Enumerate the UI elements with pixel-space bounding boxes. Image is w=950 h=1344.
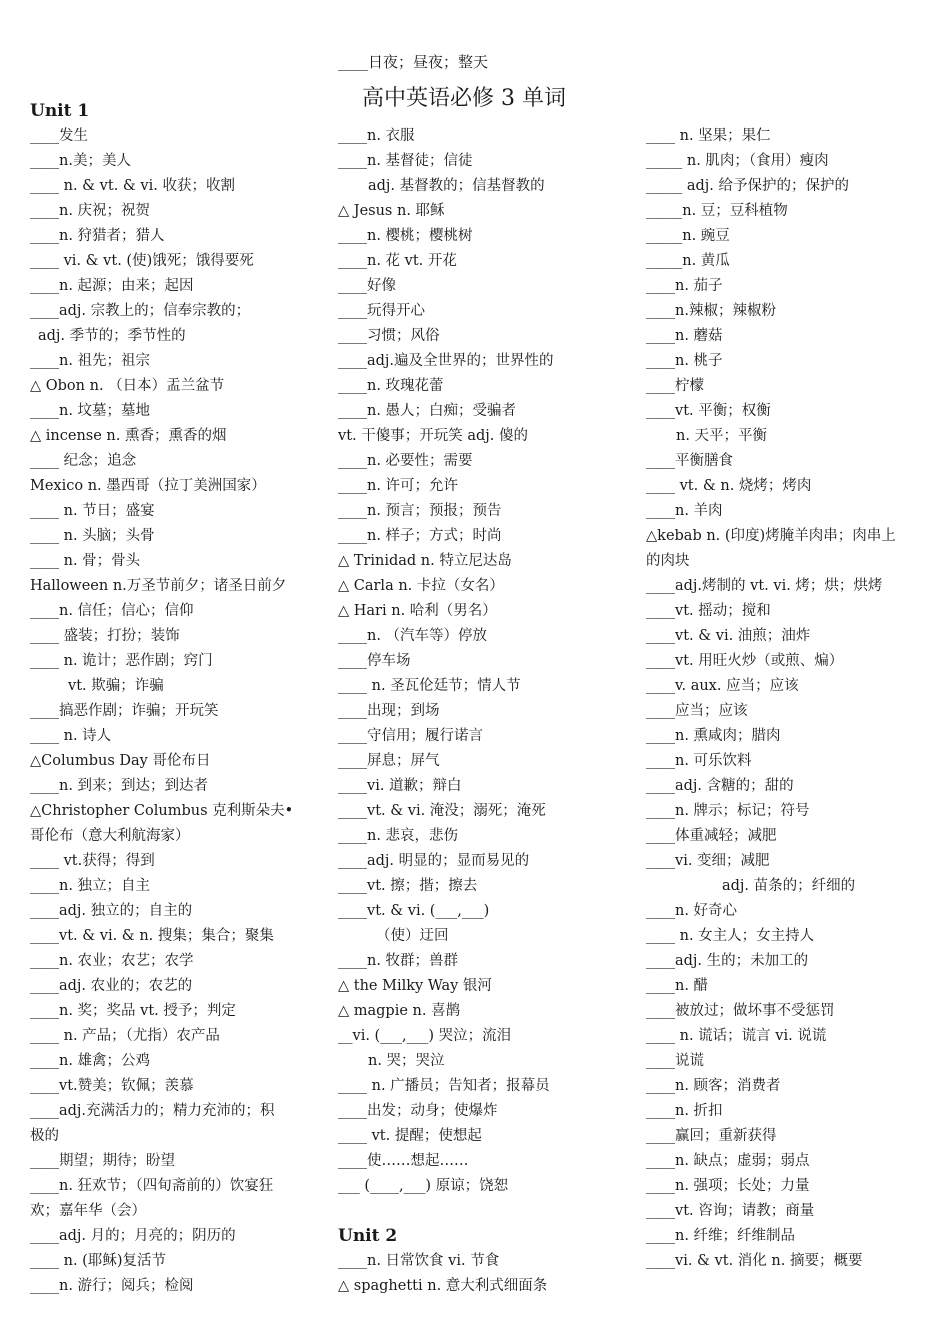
- vocab-line: ____n. 醋: [646, 978, 709, 994]
- vocab-line: △Christopher Columbus 克利斯朵夫•: [30, 803, 294, 819]
- vocab-line: ____vt. & vi. 油煎；油炸: [646, 628, 811, 644]
- vocab-line: △ Trinidad n. 特立尼达岛: [338, 553, 512, 569]
- vocab-line: ____vt. 平衡；权衡: [646, 403, 771, 419]
- vocab-line: △Columbus Day 哥伦布日: [30, 753, 211, 769]
- vocab-line: ____ n. 诡计；恶作剧；窍门: [30, 653, 213, 669]
- vocab-line: ____ n. 骨；骨头: [30, 553, 141, 569]
- vocab-line: ____n. 庆祝；祝贺: [30, 203, 151, 219]
- vocab-line: ____好像: [338, 278, 396, 294]
- vocab-line: ____n. 奖；奖品 vt. 授予；判定: [30, 1003, 236, 1019]
- vocab-line: ____vi. 变细；减肥: [646, 853, 770, 869]
- vocab-line: ____应当；应该: [646, 703, 748, 719]
- vocab-line: ____n. 可乐饮料: [646, 753, 752, 769]
- vocab-line: adj. 苗条的；纤细的: [722, 878, 856, 894]
- vocab-line: ____n. 独立；自主: [30, 878, 151, 894]
- vocab-line: _____n. 黄瓜: [646, 253, 730, 269]
- vocab-line: ____ n. 诗人: [30, 728, 112, 744]
- vocab-line: ____n. 牌示；标记；符号: [646, 803, 810, 819]
- vocab-line: ____ n. 头脑；头骨: [30, 528, 155, 544]
- vocab-line: _____ n. 肌肉；（食用）瘦肉: [646, 153, 829, 169]
- vocab-line: ____n. 茄子: [646, 278, 723, 294]
- vocab-line: ____n. 玫瑰花蕾: [338, 378, 444, 394]
- vocab-line: ____ vt. & n. 烧烤；烤肉: [646, 478, 812, 494]
- vocab-line: 欢；嘉年华（会）: [30, 1203, 146, 1219]
- vocab-line: ____vt.赞美；钦佩；羡慕: [30, 1078, 194, 1094]
- vocab-line: adj. 基督教的；信基督教的: [368, 178, 545, 194]
- vocab-line: ____n. 信任；信心；信仰: [30, 603, 194, 619]
- vocab-line: [338, 1199, 628, 1224]
- vocab-column-1: [30, 99, 310, 1299]
- vocab-line: ____n. 必要性；需要: [338, 453, 473, 469]
- vocab-line: ____n. 羊肉: [646, 503, 723, 519]
- vocab-line: ____n. 到来；到达；到达者: [30, 778, 209, 794]
- vocab-line: ____n. 基督徒；信徒: [338, 153, 473, 169]
- vocab-line: ____搞恶作剧；诈骗；开玩笑: [30, 703, 219, 719]
- vocab-line: ____n. 愚人；白痴；受骗者: [338, 403, 517, 419]
- vocab-line: ____adj.烤制的 vt. vi. 烤；烘；烘烤: [646, 578, 883, 594]
- vocab-line: ____被放过；做坏事不受惩罚: [646, 1003, 835, 1019]
- unit-heading: Unit 1: [30, 101, 90, 121]
- vocab-line: ____adj.充满活力的；精力充沛的；积: [30, 1103, 275, 1119]
- vocab-line: △ the Milky Way 银河: [338, 978, 492, 994]
- vocab-line: ____柠檬: [646, 378, 704, 394]
- vocab-line: ____守信用；履行诺言: [338, 728, 483, 744]
- vocab-line: △ Jesus n. 耶稣: [338, 203, 445, 219]
- vocab-line: ____ n. 谎话；谎言 vi. 说谎: [646, 1028, 827, 1044]
- vocab-line: ____ n. 节日；盛宴: [30, 503, 155, 519]
- vocab-line: 的肉块: [646, 553, 690, 569]
- vocab-line: ____adj. 宗教上的；信奉宗教的；: [30, 303, 251, 319]
- vocab-line: ____ n. & vt. & vi. 收获；收割: [30, 178, 235, 194]
- vocab-line: ____vt. 擦；揩；擦去: [338, 878, 478, 894]
- vocab-line: △ spaghetti n. 意大利式细面条: [338, 1278, 548, 1294]
- vocab-line: ____n. 花 vt. 开花: [338, 253, 457, 269]
- vocab-line: ____n. 狩猎者；猎人: [30, 228, 165, 244]
- vocab-line: ____ 纪念；追念: [30, 453, 137, 469]
- vocab-line: ____ vt. 提醒；使想起: [338, 1128, 482, 1144]
- vocab-line: ____n.辣椒；辣椒粉: [646, 303, 776, 319]
- vocab-line: ____vt. 摇动；搅和: [646, 603, 771, 619]
- vocab-line: ____n. 样子；方式；时尚: [338, 528, 502, 544]
- vocab-line: ____使……想起……: [338, 1153, 469, 1169]
- vocab-line: ____n. 蘑菇: [646, 328, 723, 344]
- vocab-line: vt. 干傻事；开玩笑 adj. 傻的: [338, 428, 528, 444]
- vocab-line: ____ n. (耶稣)复活节: [30, 1253, 166, 1269]
- vocab-line: n. 天平；平衡: [676, 428, 768, 444]
- vocab-line: ____n. 游行；阅兵；检阅: [30, 1278, 194, 1294]
- vocab-line: ____发生: [30, 128, 88, 144]
- vocab-line: ____v. aux. 应当；应该: [646, 678, 799, 694]
- vocab-line: ____n. 起源；由来；起因: [30, 278, 194, 294]
- vocab-line: n. 哭；哭泣: [368, 1053, 445, 1069]
- vocab-line: 哥伦布（意大利航海家）: [30, 828, 190, 844]
- vocab-line: ___ (____,___) 原谅；饶恕: [338, 1178, 509, 1194]
- vocab-line: ____玩得开心: [338, 303, 425, 319]
- vocab-line: ____vt. & vi. 淹没；溺死；淹死: [338, 803, 546, 819]
- vocab-line: ____vt. & vi. & n. 搜集；集合；聚集: [30, 928, 274, 944]
- vocab-line: ____ vt.获得；得到: [30, 853, 155, 869]
- vocab-line: ____说谎: [646, 1053, 704, 1069]
- vocab-line: ____vi. & vt. 消化 n. 摘要；概要: [646, 1253, 863, 1269]
- vocab-line: ____n. 折扣: [646, 1103, 723, 1119]
- vocab-line: __vi. (___,___) 哭泣；流泪: [338, 1028, 512, 1044]
- vocab-line: ____n. 好奇心: [646, 903, 738, 919]
- vocab-line: ____n. 纤维；纤维制品: [646, 1228, 796, 1244]
- unit-heading: Unit 2: [338, 1226, 398, 1246]
- vocab-line: ____停车场: [338, 653, 411, 669]
- vocab-line: ____ n. 圣瓦伦廷节；情人节: [338, 678, 521, 694]
- vocab-line: ____vi. 道歉；辩白: [338, 778, 462, 794]
- vocab-line: ____n.美；美人: [30, 153, 131, 169]
- vocab-line: ____n. 衣服: [338, 128, 415, 144]
- vocab-line: ____n. （汽车等）停放: [338, 628, 488, 644]
- vocab-line: ____adj. 农业的；农艺的: [30, 978, 193, 994]
- vocab-line: ____n. 悲哀，悲伤: [338, 828, 459, 844]
- document-title: 高中英语必修 3 单词: [362, 86, 566, 111]
- vocab-line: ____ n. 坚果；果仁: [646, 128, 771, 144]
- vocab-line: ____n. 祖先；祖宗: [30, 353, 151, 369]
- vocab-line: _____n. 豆；豆科植物: [646, 203, 788, 219]
- vocab-line: vt. 欺骗；诈骗: [68, 678, 164, 694]
- vocab-line: △ Carla n. 卡拉（女名）: [338, 578, 504, 594]
- vocab-line: △ Obon n. （日本）盂兰盆节: [30, 378, 225, 394]
- vocab-line: Halloween n.万圣节前夕；诸圣日前夕: [30, 578, 287, 594]
- vocab-line: ____n. 许可；允许: [338, 478, 459, 494]
- vocab-line: ____n. 狂欢节；（四旬斋前的）饮宴狂: [30, 1178, 274, 1194]
- vocab-line: ____习惯；风俗: [338, 328, 440, 344]
- vocab-line: ____n. 日常饮食 vi. 节食: [338, 1253, 500, 1269]
- vocab-line: adj. 季节的；季节性的: [38, 328, 186, 344]
- vocab-line: ____n. 农业；农艺；农学: [30, 953, 194, 969]
- vocab-line: △kebab n. (印度)烤腌羊肉串；肉串上: [646, 528, 896, 544]
- vocab-line: ____n. 熏咸肉；腊肉: [646, 728, 781, 744]
- vocab-line: _____ adj. 给予保护的；保护的: [646, 178, 849, 194]
- vocab-line: ____平衡膳食: [646, 453, 733, 469]
- vocab-line: ____n. 雄禽；公鸡: [30, 1053, 151, 1069]
- vocab-line: △ incense n. 熏香；熏香的烟: [30, 428, 227, 444]
- vocab-line: Mexico n. 墨西哥（拉丁美洲国家）: [30, 478, 266, 494]
- vocab-line: ____n. 坟墓；墓地: [30, 403, 151, 419]
- vocab-line: ____adj. 含糖的；甜的: [646, 778, 794, 794]
- vocab-line: ____vt. 用旺火炒（或煎、煸）: [646, 653, 844, 669]
- vocab-line: ____ vi. & vt. (使)饿死；饿得要死: [30, 253, 254, 269]
- vocab-line: ____期望；期待；盼望: [30, 1153, 175, 1169]
- vocab-line: △ Hari n. 哈利（男名）: [338, 603, 497, 619]
- vocab-line: ____出发；动身；使爆炸: [338, 1103, 498, 1119]
- vocab-line: ____ n. 产品；（尤指）农产品: [30, 1028, 220, 1044]
- vocab-line: ____n. 缺点；虚弱；弱点: [646, 1153, 810, 1169]
- vocab-line: ____n. 樱桃；樱桃树: [338, 228, 473, 244]
- vocab-line: ____体重减轻；减肥: [646, 828, 777, 844]
- vocab-line: ____adj. 独立的；自主的: [30, 903, 193, 919]
- vocab-line: ____ n. 女主人；女主持人: [646, 928, 815, 944]
- vocab-line: ____vt. & vi. (___,___): [338, 903, 490, 919]
- vocab-line: ____adj. 生的；未加工的: [646, 953, 809, 969]
- vocab-line: _____n. 豌豆: [646, 228, 730, 244]
- vocab-line: ____出现；到场: [338, 703, 440, 719]
- vocab-line: （使）迂回: [376, 928, 449, 944]
- vocab-line: ____vt. 咨询；请教；商量: [646, 1203, 815, 1219]
- vocab-line: ____ 盛装；打扮；装饰: [30, 628, 180, 644]
- vocab-line: ____n. 顾客；消费者: [646, 1078, 781, 1094]
- vocab-line: ____n. 预言；预报；预告: [338, 503, 502, 519]
- vocab-column-3: [646, 124, 928, 1274]
- vocab-line: ____屏息；屏气: [338, 753, 440, 769]
- vocab-line: ____n. 牧群；兽群: [338, 953, 459, 969]
- vocab-line: ____n. 强项；长处；力量: [646, 1178, 810, 1194]
- vocab-line: ____adj. 明显的；显而易见的: [338, 853, 530, 869]
- vocab-line: ____赢回；重新获得: [646, 1128, 777, 1144]
- vocab-line: ____adj. 月的；月亮的；阴历的: [30, 1228, 236, 1244]
- vocab-line: 极的: [30, 1128, 59, 1144]
- vocab-line: ____adj.遍及全世界的；世界性的: [338, 353, 554, 369]
- vocab-line: ____n. 桃子: [646, 353, 723, 369]
- vocab-line: △ magpie n. 喜鹊: [338, 1003, 461, 1019]
- vocab-column-2: [338, 124, 628, 1299]
- vocab-line: ____ n. 广播员；告知者；报幕员: [338, 1078, 550, 1094]
- header-line: ____日夜；昼夜；整天: [338, 53, 489, 71]
